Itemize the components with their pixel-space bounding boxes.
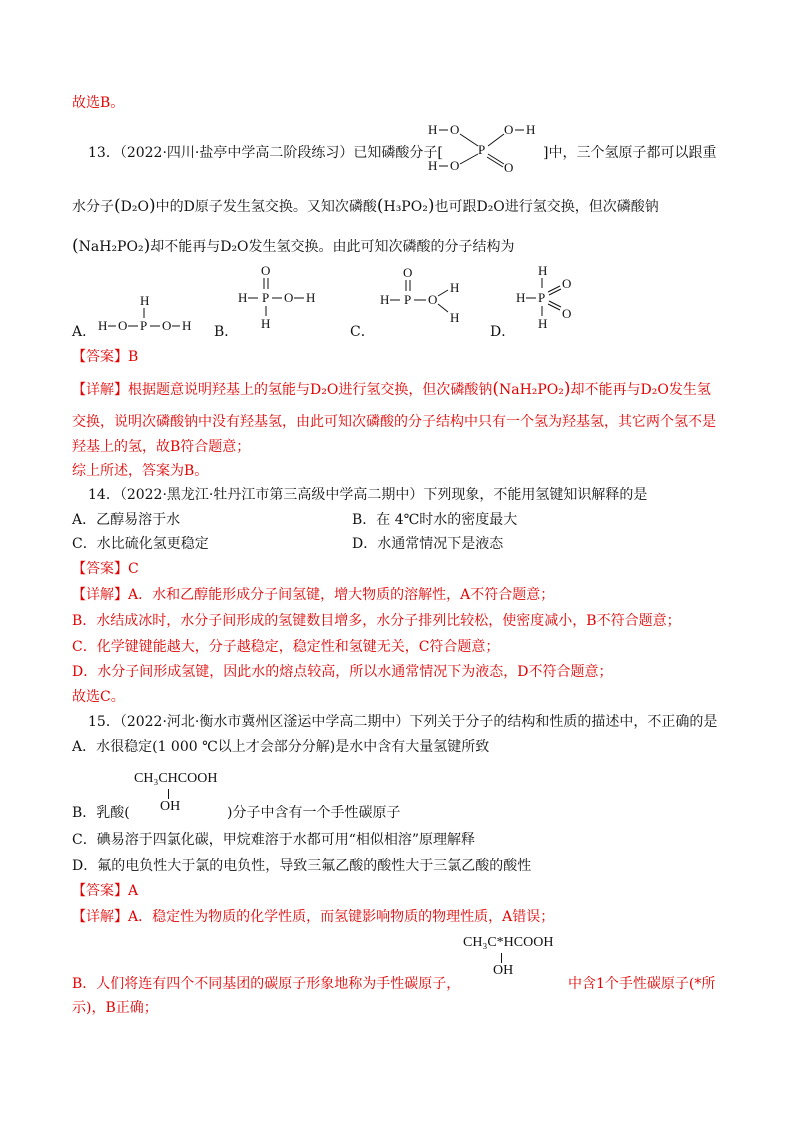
q14-detail-5: 故选C。 [72,689,125,705]
option-d-structure [514,262,594,334]
q13-option-c-label: C． [350,324,375,340]
q15-detail-2a: B．人们将连有四个不同基团的碳原子形象地称为手性碳原子， [72,976,461,992]
phosphoric-acid-structure [426,118,546,178]
option-a-structure [96,292,196,338]
svg-text:H: H [450,310,460,325]
svg-text:H: H [140,293,150,308]
q15-option-b-a: B．乳酸( [72,805,130,821]
q15-option-c: C．碘易溶于四氯化碳，甲烷难溶于水都可用“相似相溶”原理解释 [72,832,476,848]
q14-detail-3: C．化学键键能越大，分子越稳定，稳定性和氢键无关，C符合题意； [72,639,500,655]
option-b-structure [236,262,326,332]
svg-text:O: O [504,160,514,175]
q14-detail-2: B．水结成冰时，水分子间形成的氢键数目增多，水分子排列比较松，使密度减小，B不符合题意； [72,613,681,629]
q13-detail-1: 【详解】根据题意说明羟基上的氢能与D₂O进行氢交换，但次磷酸钠(NaH₂PO₂)却不能再与D₂O发生氢 [72,379,711,399]
chiral-lactic-acid-structure: CH₃C*HCOOH OH [463,935,554,978]
q15-detail-3: 示)，B正确； [72,1000,158,1016]
svg-text:H: H [538,263,548,278]
q14-option-d: D．水通常情况下是液态 [352,536,504,552]
q14-stem: 14．（2022·黑龙江·牡丹江市第三高级中学高二期中）下列现象，不能用氢键知识解释的是 [88,487,648,503]
svg-text:O: O [261,263,271,278]
svg-text:H: H [98,318,108,333]
q13-option-b-label: B． [214,324,239,340]
q15-stem: 15．（2022·河北·衡水市冀州区滏运中学高二期中）下列关于分子的结构和性质的描述中，不正确的是 [88,714,718,730]
q14-detail-1: 【详解】A．水和乙醇能形成分子间氢键，增大物质的溶解性，A不符合题意； [72,587,555,603]
svg-text:O: O [562,276,572,291]
q15-answer: 【答案】A [72,883,139,899]
option-c-structure [378,264,468,330]
q15-detail-1: 【详解】A．稳定性为物质的化学性质，而氢键影响物质的物理性质，A错误； [72,909,555,925]
svg-text:O: O [118,318,128,333]
q13-answer: 【答案】B [72,349,139,365]
q15-option-b-b: )分子中含有一个手性碳原子 [227,805,401,821]
svg-text:P: P [262,290,270,305]
svg-text:H: H [261,316,271,331]
svg-text:O: O [450,158,460,173]
svg-text:H: H [428,122,438,137]
svg-text:H: H [538,316,548,331]
q13-line3: (NaH₂PO₂)却不能再与D₂O发生氢交换。由此可知次磷酸的分子结构为 [72,236,515,256]
q13-option-d-label: D． [490,324,516,340]
lactic-acid-structure: CH₃CHCOOH OH [134,771,218,814]
q14-answer: 【答案】C [72,561,139,577]
q15-option-d: D．氟的电负性大于氯的电负性，导致三氟乙酸的酸性大于三氯乙酸的酸性 [72,858,532,874]
svg-text:O: O [162,318,172,333]
q14-option-b: B．在 4℃时水的密度最大 [352,512,518,528]
svg-text:P: P [404,292,412,307]
svg-text:H: H [238,290,248,305]
q12-conclusion: 故选B。 [72,95,125,111]
q13-line2: 水分子(D₂O)中的D原子发生氢交换。又知次磷酸(H₃PO₂)也可跟D₂O进行氢交换，但次磷酸钠 [72,196,659,216]
svg-text:P: P [538,290,546,305]
svg-text:P: P [140,318,148,333]
q14-detail-4: D．水分子间形成氢键，因此水的熔点较高，所以水通常情况下为液态，D不符合题意； [72,664,613,680]
formula-d2o: D₂O [120,199,149,215]
svg-text:H: H [516,290,526,305]
q13-option-a-label: A． [72,324,97,340]
q14-option-a: A．乙醇易溶于水 [72,512,181,528]
svg-text:H: H [450,280,460,295]
svg-text:H: H [526,122,536,137]
q13-stem-a: 13．（2022·四川·盐亭中学高二阶段练习）已知磷酸分子[ [88,145,443,161]
svg-text:O: O [450,122,460,137]
svg-text:O: O [403,265,413,280]
svg-text:H: H [182,318,192,333]
svg-text:O: O [504,122,514,137]
svg-text:O: O [284,290,294,305]
formula-h3po2: H₃PO₂ [383,199,428,215]
q15-option-a: A．水很稳定(1 000 ℃以上才会部分分解)是水中含有大量氢键所致 [72,739,490,755]
svg-text:O: O [562,306,572,321]
q13-stem-b: ]中，三个氢原子都可以跟重 [543,145,717,161]
q15-detail-2b: 中含1个手性碳原子(*所 [568,976,716,992]
svg-text:O: O [428,292,438,307]
svg-text:H: H [306,290,316,305]
svg-text:H: H [380,292,390,307]
q13-detail-2: 交换，说明次磷酸钠中没有羟基氢，由此可知次磷酸的分子结构中只有一个氢为羟基氢，其它两个氢不是 [72,414,716,430]
svg-text:H: H [428,158,438,173]
q13-detail-3: 羟基上的氢，故B符合题意； [72,439,251,455]
formula-nah2po2: NaH₂PO₂ [78,239,144,255]
q14-option-c: C．水比硫化氢更稳定 [72,536,209,552]
svg-text:P: P [478,142,486,157]
q13-detail-4: 综上所述，答案为B。 [72,463,209,479]
